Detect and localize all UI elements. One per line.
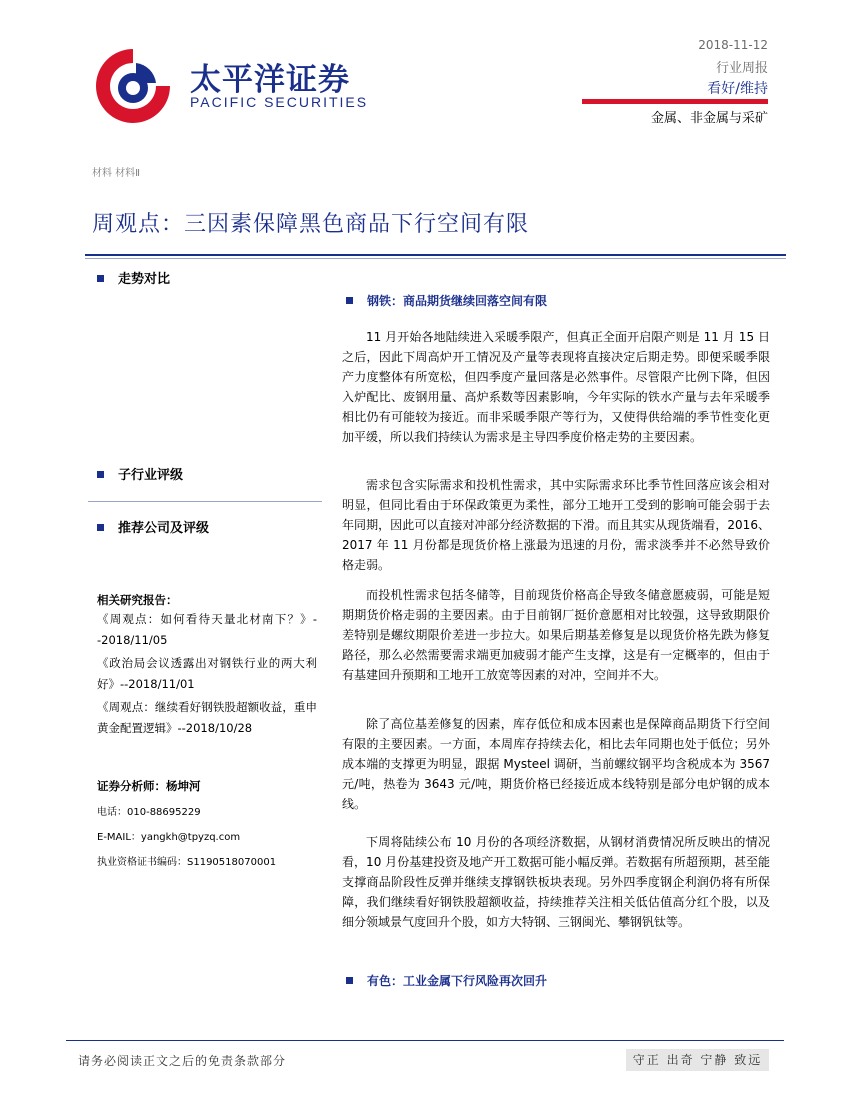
analyst-email[interactable]: E-MAIL：yangkh@tpyzq.com <box>97 832 241 843</box>
title-divider <box>85 254 786 256</box>
breadcrumb: 材料 材料Ⅱ <box>92 168 141 179</box>
header-accent-bar <box>582 99 768 104</box>
sidebar-divider <box>88 501 322 502</box>
related-reports-label: 相关研究报告： <box>97 593 178 607</box>
section-heading-steel: 钢铁：商品期货继续回落空间有限 <box>346 292 547 309</box>
section-heading-nonferrous: 有色：工业金属下行风险再次回升 <box>346 972 547 989</box>
sector-name: 金属、非金属与采矿 <box>650 111 768 126</box>
footer-motto: 守正 出奇 宁静 致远 <box>626 1049 769 1071</box>
paragraph: 11 月开始各地陆续进入采暖季限产，但真正全面开启限产则是 11 月 15 日之后，因此下周高炉开工情况及产量等表现将直接决定后期走势。即便采暖季限产力度整体有所宽松，但四季度产量回落是必然事件。尽管限产比例下降，但因入炉配比、废钢用量、高炉系数等因素影响，今年实际的铁水产量与去年采暖季相比仍有可能较为接近。而非采暖季限产等行为，又使得供给端的季节性变化更加平缓，所以我们持续认为需求是主导四季度价格走势的主要因素。 <box>342 330 770 444</box>
report-title: 周观点：三因素保障黑色商品下行空间有限 <box>92 212 530 237</box>
brand-name-en: PACIFIC SECURITIES <box>190 94 369 110</box>
analyst-name: 证券分析师：杨坤河 <box>97 779 201 793</box>
recommend-heading: 推荐公司及评级 <box>97 517 209 536</box>
title-divider-thin <box>85 258 786 259</box>
bullet-square-icon <box>97 471 104 478</box>
related-report-link[interactable]: 《政治局会议透露出对钢铁行业的两大利好》--2018/11/01 <box>97 656 317 691</box>
paragraph: 下周将陆续公布 10 月份的各项经济数据，从钢材消费情况所反映出的情况看，10 月份基建投资及地产开工数据可能小幅反弹。若数据有所超预期，甚至能支撑商品阶段性反弹并继续支撑钢铁板块表现。另外四季度钢企利润仍将有所保障，我们继续看好钢铁股超额收益，持续推荐关注相关低估值高分红个股，以及细分领域景气度回升个股，如方大特钢、三钢闽光、攀钢钒钛等。 <box>342 835 770 929</box>
footer-divider <box>66 1040 784 1041</box>
paragraph: 需求包含实际需求和投机性需求，其中实际需求环比季节性回落应该会相对明显，但同比看由于环保政策更为柔性，部分工地开工受到的影响可能会弱于去年同期，因此可以直接对冲部分经济数据的下滑。而且其实从现货端看，2016、2017 年 11 月份都是现货价格上涨最为迅速的月份，需求淡季并不必然导致价格走弱。 <box>342 478 770 572</box>
trend-heading: 走势对比 <box>97 268 170 287</box>
related-report-link[interactable]: 《周观点：继续看好钢铁股超额收益，重申黄金配置逻辑》--2018/10/28 <box>97 700 317 735</box>
sub-industry-heading: 子行业评级 <box>97 464 183 483</box>
paragraph: 而投机性需求包括冬储等，目前现货价格高企导致冬储意愿疲弱，可能是短期期货价格走弱的主要因素。由于目前钢厂挺价意愿相对比较强，这导致期限价差特别是螺纹期限价差进一步拉大。如果后期基差修复是以现货价格先跌为修复路径，那么必然需要需求端更加疲弱才能产生支撑，这是有一定概率的，但由于有基建回升预期和工地开工放宽等因素的对冲，空间并不大。 <box>342 588 770 682</box>
bullet-square-icon <box>346 297 353 304</box>
analyst-phone: 电话：010-88695229 <box>97 807 201 818</box>
paragraph: 除了高位基差修复的因素，库存低位和成本因素也是保障商品期货下行空间有限的主要因素。一方面，本周库存持续去化，相比去年同期也处于低位；另外成本端的支撑更为明显，跟据 Mysteel 调研，当前螺纹钢平均含税成本为 3567 元/吨，热卷为 3643 元/吨，期货价格已经接近成本线特别是部分电炉钢的成本线。 <box>342 717 770 811</box>
bullet-square-icon <box>346 977 353 984</box>
report-type: 行业周报 <box>715 61 768 76</box>
industry-rating: 看好/维持 <box>707 81 768 97</box>
report-date: 2018-11-12 <box>698 38 768 52</box>
bullet-square-icon <box>97 275 104 282</box>
pacific-securities-logo-icon <box>92 45 174 127</box>
analyst-license: 执业资格证书编码：S1190518070001 <box>97 857 277 868</box>
related-report-link[interactable]: 《周观点：如何看待天量北材南下？》--2018/11/05 <box>97 612 317 647</box>
brand-name-cn: 太平洋证券 <box>190 62 350 98</box>
footer-disclaimer: 请务必阅读正文之后的免责条款部分 <box>78 1054 287 1068</box>
bullet-square-icon <box>97 524 104 531</box>
